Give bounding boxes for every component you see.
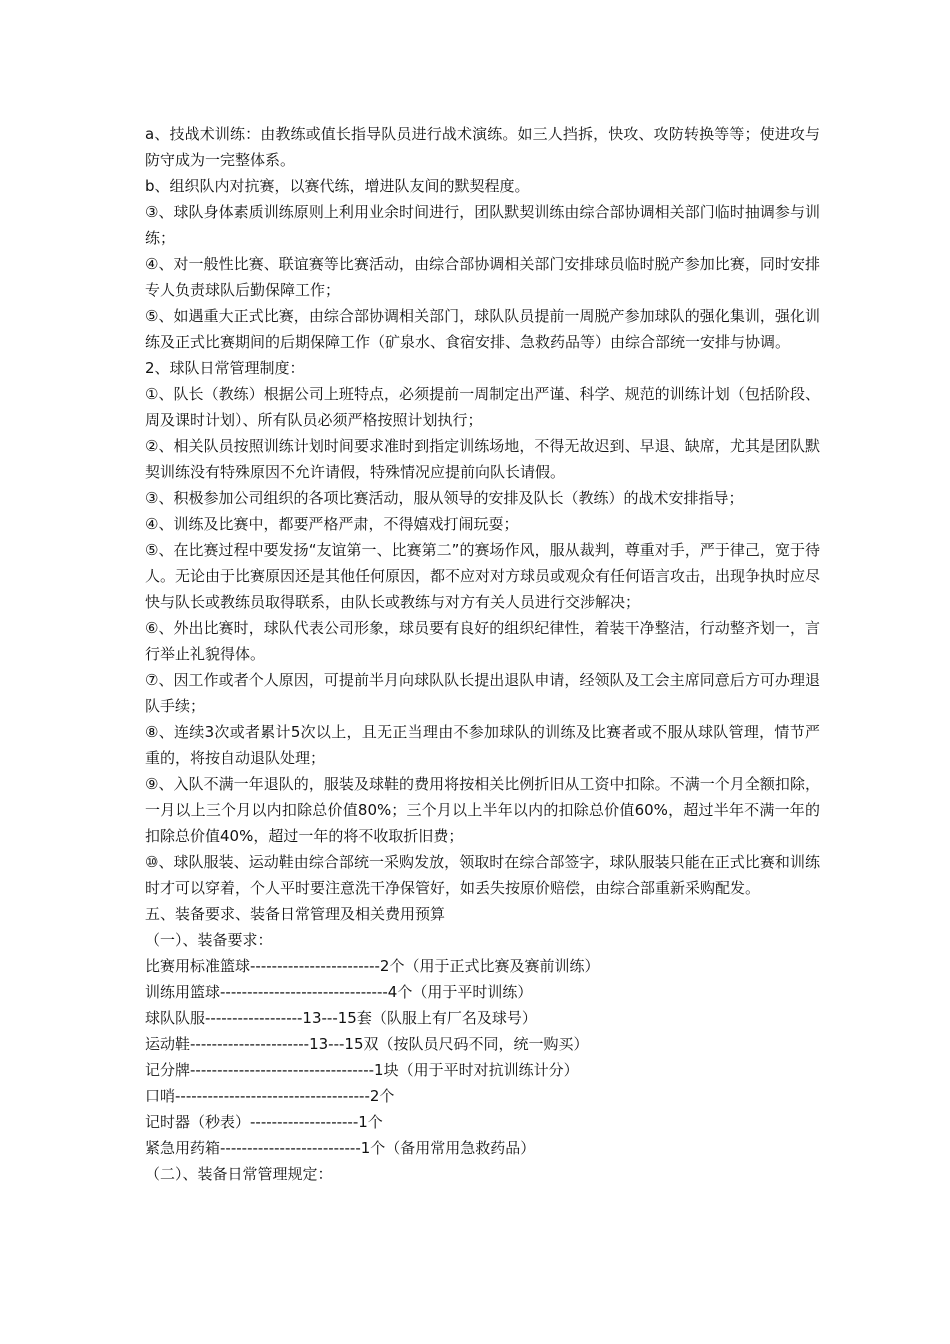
equipment-item-sport-shoes: 运动鞋----------------------13---15双（按队员尺码不同，统一购买） bbox=[145, 1035, 589, 1053]
rule-item-5: ⑤、在比赛过程中要发扬“友谊第一、比赛第二”的赛场作风，服从裁判，尊重对手，严于律己，宽于待人。无论由于比赛原因还是其他任何原因，都不应对对方球员或观众有任何语言攻击，出现争执时应尽快与队长或教练员取得联系，由队长或教练与对方有关人员进行交涉解决； bbox=[145, 541, 821, 611]
rule-item-2: ②、相关队员按照训练计划时间要求准时到指定训练场地，不得无故迟到、早退、缺席，尤其是团队默契训练没有特殊原因不允许请假，特殊情况应提前向队长请假。 bbox=[145, 437, 820, 481]
equipment-item-match-basketball: 比赛用标准篮球------------------------2个（用于正式比赛及赛前训练） bbox=[145, 957, 600, 975]
rule-item-1: ①、队长（教练）根据公司上班特点，必须提前一周制定出严谨、科学、规范的训练计划（包括阶段、周及课时计划）、所有队员必须严格按照计划执行； bbox=[145, 385, 820, 429]
rule-item-4: ④、训练及比赛中，都要严格严肃，不得嬉戏打闹玩耍； bbox=[145, 515, 519, 533]
rule-item-7: ⑦、因工作或者个人原因，可提前半月向球队队长提出退队申请，经领队及工会主席同意后方可办理退队手续； bbox=[145, 671, 820, 715]
subsection-heading-daily-equipment-rules: （二）、装备日常管理规定： bbox=[145, 1165, 333, 1183]
paragraph-fitness-training: ③、球队身体素质训练原则上利用业余时间进行，团队默契训练由综合部协调相关部门临时抽调参与训练； bbox=[145, 203, 820, 247]
document-page bbox=[145, 121, 820, 1187]
paragraph-tactical-training: a、技战术训练：由教练或值长指导队员进行战术演练。如三人挡拆，快攻、攻防转换等等；使进攻与防守成为一完整体系。 bbox=[145, 125, 820, 169]
rule-item-9: ⑨、入队不满一年退队的，服装及球鞋的费用将按相关比例折旧从工资中扣除。不满一个月全额扣除，一月以上三个月以内扣除总价值80%；三个月以上半年以内的扣除总价值60%，超过半年不满一年的扣除总价值40%，超过一年的将不收取折旧费； bbox=[145, 775, 820, 845]
subsection-heading-equipment-requirements: （一）、装备要求： bbox=[145, 931, 273, 949]
rule-item-10: ⑩、球队服装、运动鞋由综合部统一采购发放，领取时在综合部签字，球队服装只能在正式比赛和训练时才可以穿着，个人平时要注意洗干净保管好，如丢失按原价赔偿，由综合部重新采购配发。 bbox=[145, 853, 820, 897]
equipment-item-stopwatch: 记时器（秒表）--------------------1个 bbox=[145, 1113, 383, 1131]
equipment-item-training-basketball: 训练用篮球-------------------------------4个（用于平时训练） bbox=[145, 983, 533, 1001]
paragraph-general-matches: ④、对一般性比赛、联谊赛等比赛活动，由综合部协调相关部门安排球员临时脱产参加比赛，同时安排专人负责球队后勤保障工作； bbox=[145, 255, 820, 299]
rule-item-6: ⑥、外出比赛时，球队代表公司形象，球员要有良好的组织纪律性，着装干净整洁，行动整齐划一，言行举止礼貌得体。 bbox=[145, 619, 820, 663]
section-heading-daily-management: 2、球队日常管理制度： bbox=[145, 359, 305, 377]
section-heading-equipment: 五、装备要求、装备日常管理及相关费用预算 bbox=[145, 905, 446, 923]
equipment-item-first-aid-kit: 紧急用药箱--------------------------1个（备用常用急救药品） bbox=[145, 1139, 536, 1157]
equipment-item-team-uniform: 球队队服------------------13---15套（队服上有厂名及球号） bbox=[145, 1009, 537, 1027]
paragraph-internal-scrimmage: b、组织队内对抗赛，以赛代练，增进队友间的默契程度。 bbox=[145, 177, 530, 195]
rule-item-8: ⑧、连续3次或者累计5次以上，且无正当理由不参加球队的训练及比赛者或不服从球队管理，情节严重的，将按自动退队处理； bbox=[145, 723, 820, 767]
paragraph-major-matches: ⑤、如遇重大正式比赛，由综合部协调相关部门，球队队员提前一周脱产参加球队的强化集训，强化训练及正式比赛期间的后期保障工作（矿泉水、食宿安排、急救药品等）由综合部统一安排与协调。 bbox=[145, 307, 820, 351]
equipment-item-scoreboard: 记分牌----------------------------------1块（用于平时对抗训练计分） bbox=[145, 1061, 579, 1079]
rule-item-3: ③、积极参加公司组织的各项比赛活动，服从领导的安排及队长（教练）的战术安排指导； bbox=[145, 489, 744, 507]
equipment-item-whistle: 口哨------------------------------------2个 bbox=[145, 1087, 395, 1105]
